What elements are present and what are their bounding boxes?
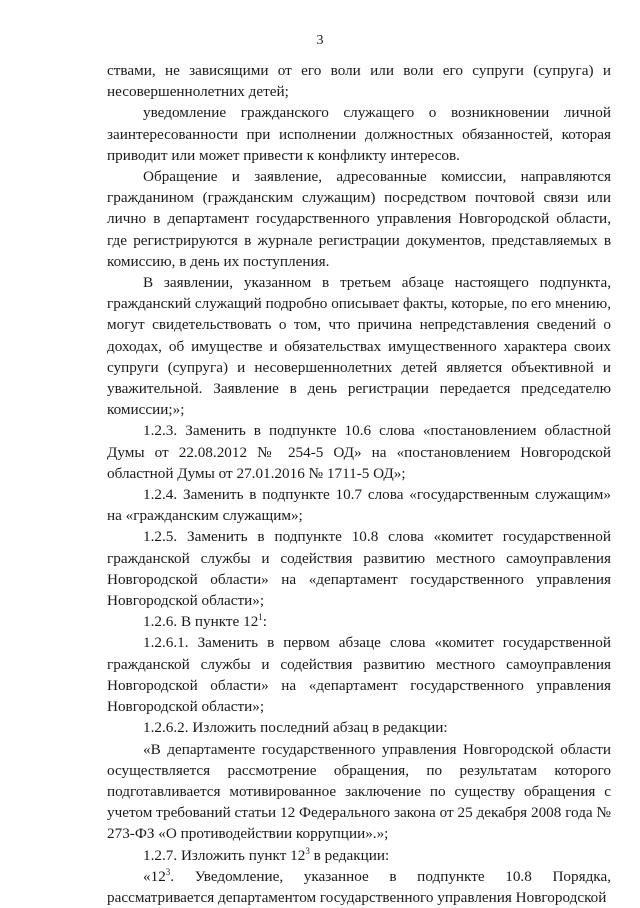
paragraph: уведомление гражданского служащего о возникновении личной заинтересованности при исполнении должностных обязанностей, которая приводит или может привести к конфликту интересов.	[107, 104, 611, 164]
paragraph: ствами, не зависящими от его воли или воли его супруги (супруга) и несовершеннолетних детей;	[107, 62, 611, 101]
paragraph: 1.2.4. Заменить в подпункте 10.7 слова «государственным служащим» на «гражданским служащим»;	[107, 486, 611, 525]
superscript: 3	[305, 845, 310, 856]
paragraph: В заявлении, указанном в третьем абзаце настоящего подпункта, гражданский служащий подробно описывает факты, которые, по его мнению, могут свидетельствовать о том, что причина непредставления сведений о доходах, об имуществе и обязательствах имущественного характера своих супруги (супруга) и несовершеннолетних детей является объективной и уважительной. Заявление в день регистрации передается председателю комиссии;»;	[107, 274, 611, 419]
paragraph: 1.2.5. Заменить в подпункте 10.8 слова «комитет государственной гражданской службы и содействия развитию местного самоуправления Новгородской области» на «департамент государственного управления Новгородской области»;	[107, 528, 611, 610]
paragraph: Обращение и заявление, адресованные комиссии, направляются гражданином (гражданским служащим) посредством почтовой связи или лично в департамент государственного управления Новгородской области, где регистрируются в журнале регистрации документов, представляемых в комиссию, в день их поступления.	[107, 168, 611, 270]
page-number: 3	[316, 33, 324, 48]
paragraph: 1.2.6.2. Изложить последний абзац в редакции:	[143, 719, 448, 737]
paragraph: 1.2.6.1. Заменить в первом абзаце слова «комитет государственной гражданской службы и содействия развитию местного самоуправления Новгородской области» на «департамент государственного управления Новгородской области»;	[107, 634, 611, 716]
paragraph: 1.2.6. В пункте $12^1$:	[143, 612, 268, 631]
superscript: 1	[258, 612, 263, 623]
paragraph: «$12^3$. Уведомление, указанное в подпункте 10.8 Порядка, рассматривается департаментом государственного управления Новгородской	[107, 866, 611, 906]
paragraph: «В департаменте государственного управления Новгородской области осуществляется рассмотрение обращения, по результатам которого подготавливается мотивированное заключение по существу обращения с учетом требований статьи 12 Федерального закона от 25 декабря 2008 года № 273-ФЗ «О противодействии коррупции».»;	[107, 740, 611, 843]
paragraph: 1.2.3. Заменить в подпункте 10.6 слова «постановлением областной Думы от 22.08.2012 № 254-5 ОД» на «постановлением Новгородской областной Думы от 27.01.2016 № 1711-5 ОД»;	[107, 422, 611, 482]
document-body	[107, 60, 611, 908]
superscript: 3	[165, 866, 171, 877]
paragraph: 1.2.7. Изложить пункт $12^3$ в редакции:	[143, 845, 390, 864]
